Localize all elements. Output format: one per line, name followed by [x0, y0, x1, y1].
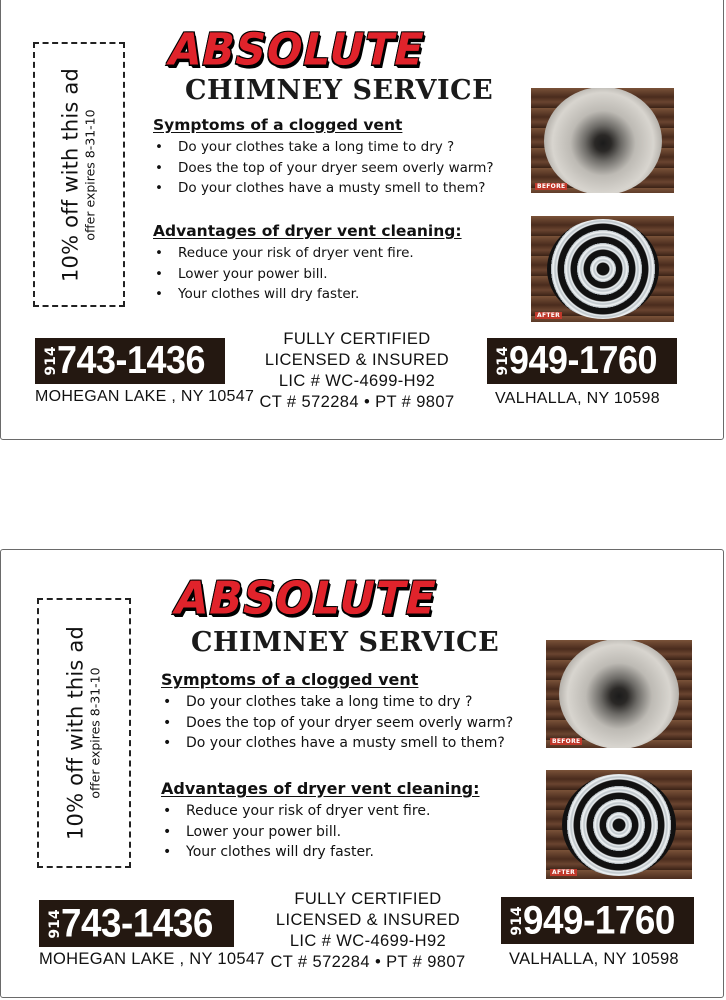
company-logo: [163, 23, 519, 115]
advantages-heading: Advantages of dryer vent cleaning:: [153, 222, 462, 240]
cert-line-2: LICENSED & INSURED: [264, 351, 450, 369]
list-item: • Do your clothes take a long time to dry ?: [163, 694, 473, 710]
list-item: • Your clothes will dry faster.: [155, 286, 360, 302]
location-left: MOHEGAN LAKE , NY 10547: [35, 388, 255, 405]
business-card-bottom: [0, 549, 724, 998]
list-item: • Your clothes will dry faster.: [163, 844, 374, 860]
location-right: VALHALLA, NY 10598: [495, 390, 660, 407]
phone-right-number: 949-1760: [509, 339, 657, 382]
symptoms-list: [153, 137, 494, 199]
list-item: • Reduce your risk of dryer vent fire.: [155, 245, 414, 261]
coupon-box: [37, 598, 131, 868]
list-item: • Does the top of your dryer seem overly warm?: [155, 159, 494, 176]
before-label: BEFORE: [537, 183, 566, 190]
company-logo: [169, 572, 535, 664]
cert-line-3: LIC # WC-4699-H92: [289, 932, 447, 950]
list-item: • Lower your power bill.: [163, 823, 342, 840]
location-right: VALHALLA, NY 10598: [509, 950, 679, 968]
advantages-list: [161, 801, 480, 863]
after-label: AFTER: [537, 312, 561, 319]
phone-left-area-code: 914: [47, 908, 63, 939]
coupon-expiry: offer expires 8-31-10: [87, 667, 103, 799]
phone-left: [39, 900, 234, 947]
phone-right-area-code: 914: [509, 905, 525, 936]
logo-brand-text: ABSOLUTE: [169, 572, 442, 626]
phone-left-number: 743-1436: [61, 901, 213, 945]
list-item: • Do your clothes have a musty smell to them?: [163, 735, 505, 751]
location-left: MOHEGAN LAKE , NY 10547: [39, 950, 265, 968]
list-item: • Do your clothes have a musty smell to them?: [155, 180, 486, 196]
coupon-text: [64, 626, 103, 840]
advantages-list: [153, 243, 462, 305]
logo-service-text: CHIMNEY SERVICE: [185, 75, 494, 106]
before-photo: [531, 88, 674, 193]
symptoms-section: [153, 116, 494, 199]
after-photo: [546, 770, 692, 879]
cert-line-2: LICENSED & INSURED: [275, 911, 461, 929]
business-card-top: [0, 0, 724, 440]
cert-line-4: CT # 572284 • PT # 9807: [270, 953, 466, 971]
coupon-offer: 10% off with this ad: [58, 67, 83, 282]
phone-right: [501, 897, 694, 944]
list-item: • Reduce your risk of dryer vent fire.: [163, 803, 431, 819]
phone-left-area-code: 914: [43, 346, 59, 376]
logo-service-text: CHIMNEY SERVICE: [191, 627, 500, 658]
phone-left-number: 743-1436: [57, 339, 205, 382]
certification-block: [255, 889, 481, 973]
advantages-heading: Advantages of dryer vent cleaning:: [161, 779, 480, 798]
after-photo: [531, 216, 674, 322]
before-photo: [546, 640, 692, 748]
list-item: • Do your clothes take a long time to dry ?: [155, 139, 455, 155]
logo-brand-text: ABSOLUTE: [163, 23, 430, 76]
before-label: BEFORE: [552, 738, 581, 745]
phone-right: [487, 338, 677, 384]
advantages-section: [161, 779, 480, 863]
cert-line-1: FULLY CERTIFIED: [283, 330, 431, 348]
advantages-section: [153, 222, 462, 305]
phone-left: [35, 338, 225, 384]
symptoms-section: [161, 670, 513, 754]
coupon-box: [33, 42, 125, 307]
phone-right-area-code: 914: [495, 346, 511, 376]
cert-line-4: CT # 572284 • PT # 9807: [259, 393, 455, 411]
coupon-text: [59, 67, 98, 281]
coupon-expiry: offer expires 8-31-10: [82, 108, 98, 241]
certification-block: [247, 329, 467, 413]
symptoms-heading: Symptoms of a clogged vent: [153, 116, 403, 134]
cert-line-1: FULLY CERTIFIED: [294, 890, 442, 908]
list-item: • Lower your power bill.: [155, 265, 328, 282]
phone-right-number: 949-1760: [523, 898, 675, 942]
symptoms-list: [161, 692, 513, 754]
list-item: • Does the top of your dryer seem overly warm?: [163, 714, 514, 731]
coupon-offer: 10% off with this ad: [63, 625, 88, 841]
symptoms-heading: Symptoms of a clogged vent: [161, 670, 419, 689]
cert-line-3: LIC # WC-4699-H92: [278, 372, 436, 390]
after-label: AFTER: [552, 869, 576, 876]
